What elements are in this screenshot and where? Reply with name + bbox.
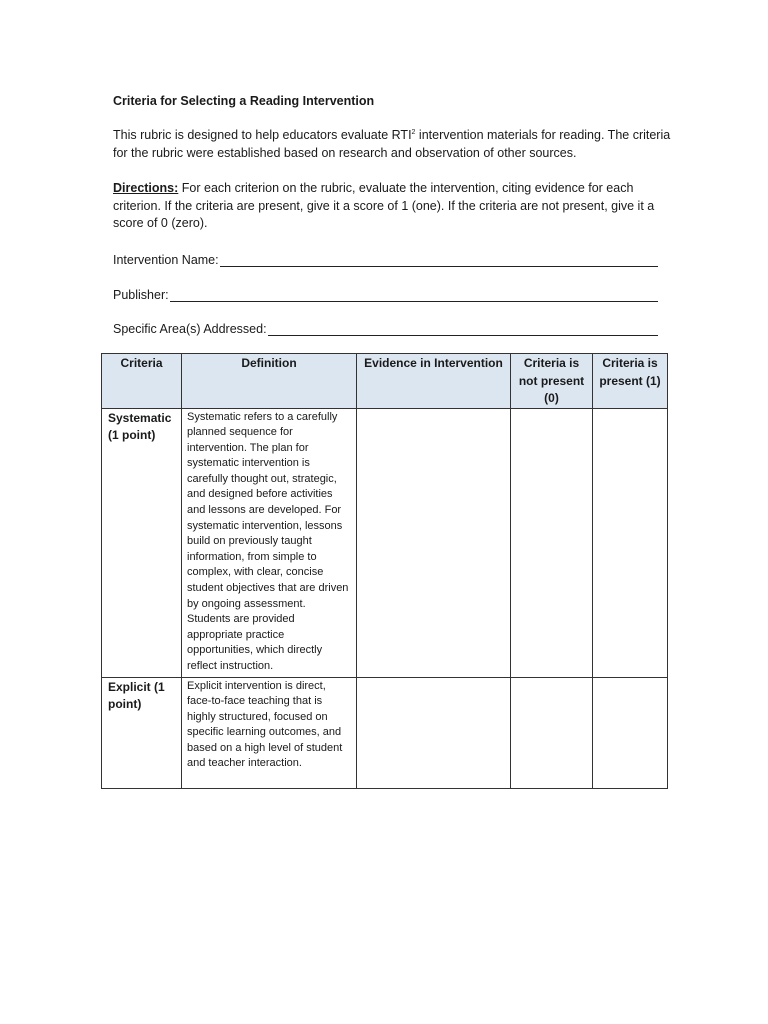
publisher-field[interactable]: [113, 286, 658, 302]
evidence-cell[interactable]: [357, 408, 511, 677]
rubric-table: [101, 353, 668, 789]
document-title: Criteria for Selecting a Reading Intervention: [113, 94, 375, 108]
directions-label: Directions:: [113, 181, 179, 195]
publisher-line[interactable]: [170, 289, 658, 302]
table-header-row: [102, 354, 668, 409]
header-not-present: Criteria is not present (0): [511, 354, 593, 409]
directions-paragraph: [113, 180, 673, 233]
directions-text: For each criterion on the rubric, evaluate the intervention, citing evidence for each criterion. If the criteria are present, give it a score of 1 (one). If the criteria are not present, give it a score of 0 (zero).: [113, 181, 655, 230]
specific-area-field[interactable]: [113, 320, 658, 336]
intro-superscript: 2: [411, 128, 416, 136]
specific-area-line[interactable]: [268, 323, 658, 336]
present-score-cell[interactable]: [593, 408, 668, 677]
header-evidence: Evidence in Intervention: [357, 354, 511, 409]
not-present-score-cell[interactable]: [511, 408, 593, 677]
header-present: Criteria is present (1): [593, 354, 668, 409]
intervention-name-line[interactable]: [220, 254, 658, 267]
header-definition: Definition: [182, 354, 357, 409]
intervention-name-field[interactable]: [113, 251, 658, 267]
specific-area-label: Specific Area(s) Addressed:: [113, 322, 267, 336]
intro-text-end: intervention materials for reading. The criteria for the rubric were established based on research and observation of other sources.: [113, 128, 671, 160]
definition-cell: Explicit intervention is direct, face-to-face teaching that is highly structured, focused on specific learning outcomes, and based on a high level of student and teacher interaction.: [182, 677, 357, 788]
definition-cell: Systematic refers to a carefully planned sequence for intervention. The plan for systematic intervention is carefully thought out, strategic, and designed before activities and lessons are developed. For systematic intervention, lessons build on previously taught information, from simple to complex, with clear, concise student objectives that are driven by ongoing assessment. Students are provided appropriate practice opportunities, which directly reflect instruction.: [182, 408, 357, 677]
header-criteria: Criteria: [102, 354, 182, 409]
intro-text-start: This rubric is designed to help educators evaluate RTI: [113, 128, 412, 142]
intro-paragraph: [113, 127, 673, 162]
present-score-cell[interactable]: [593, 677, 668, 788]
intervention-name-label: Intervention Name:: [113, 253, 219, 267]
not-present-score-cell[interactable]: [511, 677, 593, 788]
evidence-cell[interactable]: [357, 677, 511, 788]
criterion-cell: Explicit (1 point): [102, 677, 182, 788]
publisher-label: Publisher:: [113, 288, 169, 302]
criterion-cell: Systematic (1 point): [102, 408, 182, 677]
table-row: [102, 408, 668, 677]
table-row: [102, 677, 668, 788]
